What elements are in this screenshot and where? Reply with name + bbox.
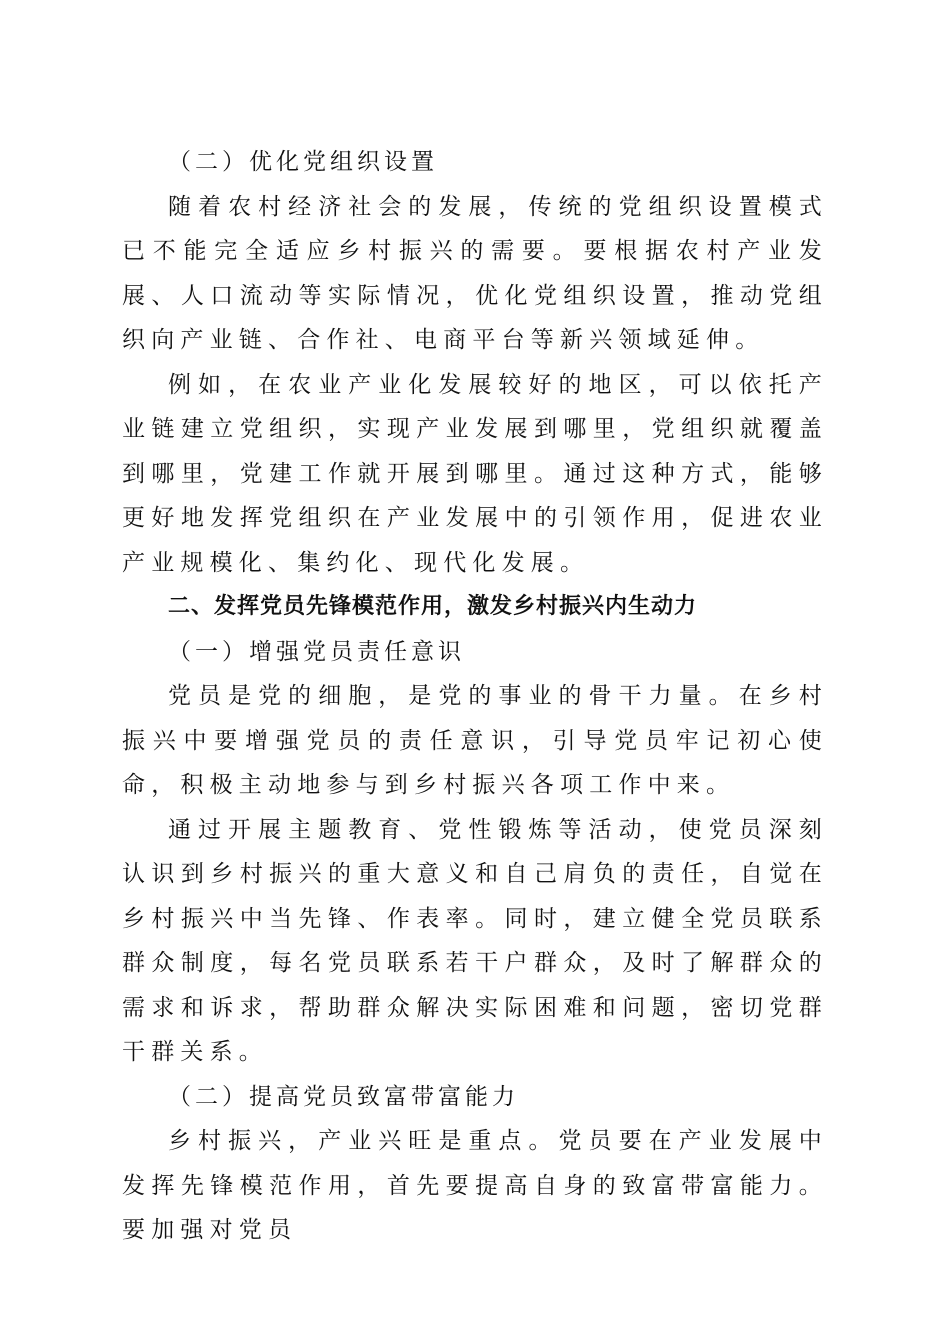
- section-subheading-optimize-party-organization: （二）优化党组织设置: [168, 149, 438, 175]
- section-subheading-responsibility: （一）增强党员责任意识: [168, 638, 465, 665]
- paragraph: 乡村振兴，产业兴旺是重点。党员要在产业发展中发挥先锋模范作用，首先要提高自身的致富带富能力。要加强对党员: [122, 1128, 828, 1243]
- document-page: [122, 140, 828, 1253]
- section-subheading-wealth-ability: （二）提高党员致富带富能力: [168, 1083, 519, 1110]
- paragraph: 随着农村经济社会的发展，传统的党组织设置模式已不能完全适应乡村振兴的需要。要根据农村产业发展、人口流动等实际情况，优化党组织设置，推动党组织向产业链、合作社、电商平台等新兴领域延伸。: [122, 193, 828, 353]
- paragraph: 例如，在农业产业化发展较好的地区，可以依托产业链建立党组织，实现产业发展到哪里，党组织就覆盖到哪里，党建工作就开展到哪里。通过这种方式，能够更好地发挥党组织在产业发展中的引领作用，促进农业产业规模化、集约化、现代化发展。: [122, 371, 828, 576]
- paragraph: 党员是党的细胞，是党的事业的骨干力量。在乡村振兴中要增强党员的责任意识，引导党员牢记初心使命，积极主动地参与到乡村振兴各项工作中来。: [122, 683, 828, 798]
- paragraph: 通过开展主题教育、党性锻炼等活动，使党员深刻认识到乡村振兴的重大意义和自己肩负的责任，自觉在乡村振兴中当先锋、作表率。同时，建立健全党员联系群众制度，每名党员联系若干户群众，及时了解群众的需求和诉求，帮助群众解决实际困难和问题，密切党群干群关系。: [122, 816, 828, 1065]
- section-heading-party-member-role: 二、发挥党员先锋模范作用，激发乡村振兴内生动力: [168, 594, 698, 619]
